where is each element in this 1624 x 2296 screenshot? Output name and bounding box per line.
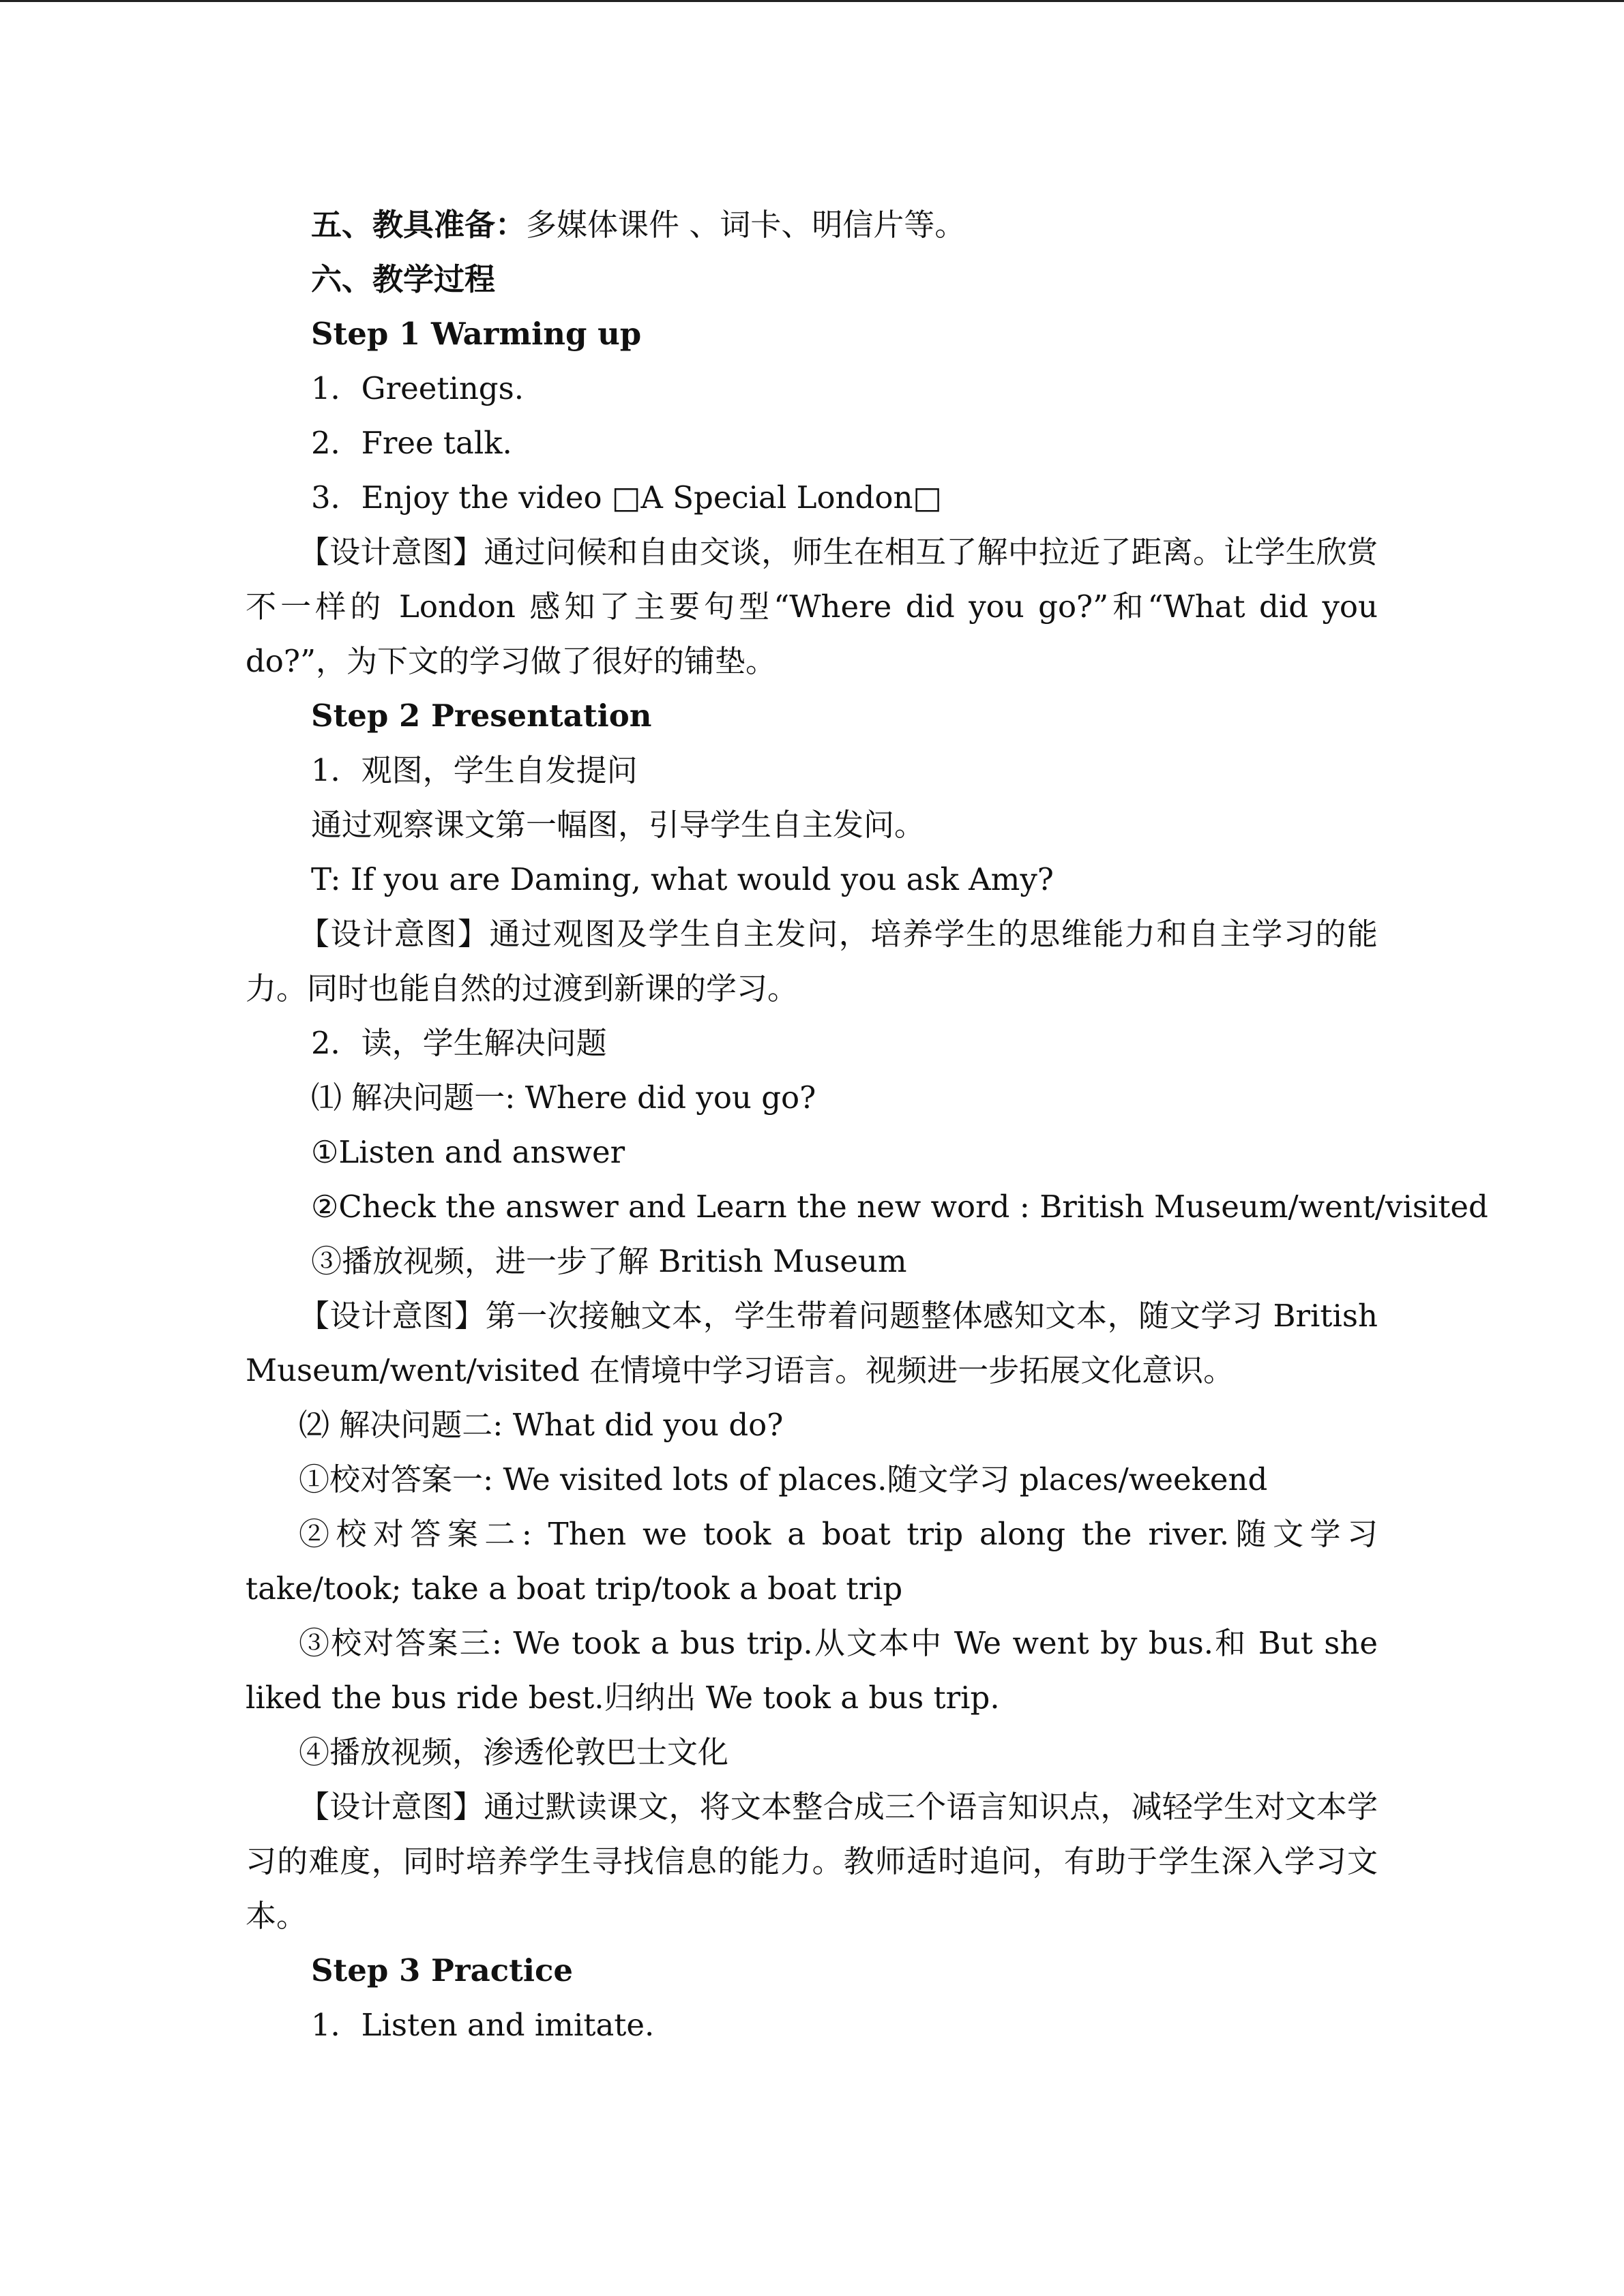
section-teaching-process: 六、教学过程	[311, 261, 496, 297]
step1-heading: Step 1 Warming up	[311, 316, 642, 352]
document-page	[246, 198, 1488, 2053]
teaching-aids-text: 多媒体课件 、词卡、明信片等。	[526, 207, 966, 243]
problem-1: ⑴ 解决问题一: Where did you go?	[311, 1079, 816, 1116]
problem-2-answer-2: ②校对答案二: Then we took a boat trip along the river.随文学习 take/took; take a boat trip/took a boat trip	[246, 1516, 1378, 1607]
page-top-border	[0, 0, 1624, 2]
step2-item-1-desc: 通过观察课文第一幅图，引导学生自主发问。	[311, 807, 926, 843]
step1-item-2: 2．Free talk.	[311, 425, 512, 461]
step2-heading: Step 2 Presentation	[311, 698, 652, 734]
design-intent-4: 【设计意图】通过默读课文，将文本整合成三个语言知识点，减轻学生对文本学习的难度，同时培养学生寻找信息的能力。教师适时追问，有助于学生深入学习文本。	[246, 1789, 1378, 1934]
step3-item-1: 1．Listen and imitate.	[311, 2007, 655, 2043]
problem-2-answer-1: ①校对答案一: We visited lots of places.随文学习 places/weekend	[299, 1461, 1268, 1497]
step1-item-1: 1．Greetings.	[311, 370, 525, 406]
problem-2: ⑵ 解决问题二: What did you do?	[299, 1407, 784, 1443]
problem-2-answer-3: ③校对答案三: We took a bus trip.从文本中 We went by bus.和 But she liked the bus ride best.归纳出 We took a bus trip.	[246, 1625, 1378, 1716]
step2-item-1-teacher: T: If you are Daming, what would you ask Amy?	[311, 861, 1054, 897]
step3-heading: Step 3 Practice	[311, 1952, 574, 1988]
design-intent-1: 【设计意图】通过问候和自由交谈，师生在相互了解中拉近了距离。让学生欣赏不一样的 London 感知了主要句型“Where did you go?”和“What did you do?”，为下文的学习做了很好的铺垫。	[246, 534, 1378, 679]
step1-item-3: 3．Enjoy the video □A Special London□	[311, 479, 942, 516]
problem-2-step-4: ④播放视频，渗透伦敦巴士文化	[299, 1734, 729, 1770]
problem-1-step-2: ②Check the answer and Learn the new word : British Museum/went/visited	[311, 1189, 1488, 1225]
step2-item-1: 1．观图，学生自发提问	[311, 752, 638, 788]
teaching-aids-label: 五、教具准备：	[311, 207, 527, 243]
problem-1-step-3: ③播放视频，进一步了解 British Museum	[311, 1243, 907, 1279]
section-teaching-aids	[246, 198, 1378, 252]
problem-1-step-1: ①Listen and answer	[311, 1134, 625, 1170]
design-intent-3: 【设计意图】第一次接触文本，学生带着问题整体感知文本，随文学习 British Museum/went/visited 在情境中学习语言。视频进一步拓展文化意识。	[246, 1298, 1378, 1388]
design-intent-2: 【设计意图】通过观图及学生自主发问，培养学生的思维能力和自主学习的能力。同时也能自然的过渡到新课的学习。	[246, 916, 1378, 1007]
step2-item-2: 2．读，学生解决问题	[311, 1025, 607, 1061]
